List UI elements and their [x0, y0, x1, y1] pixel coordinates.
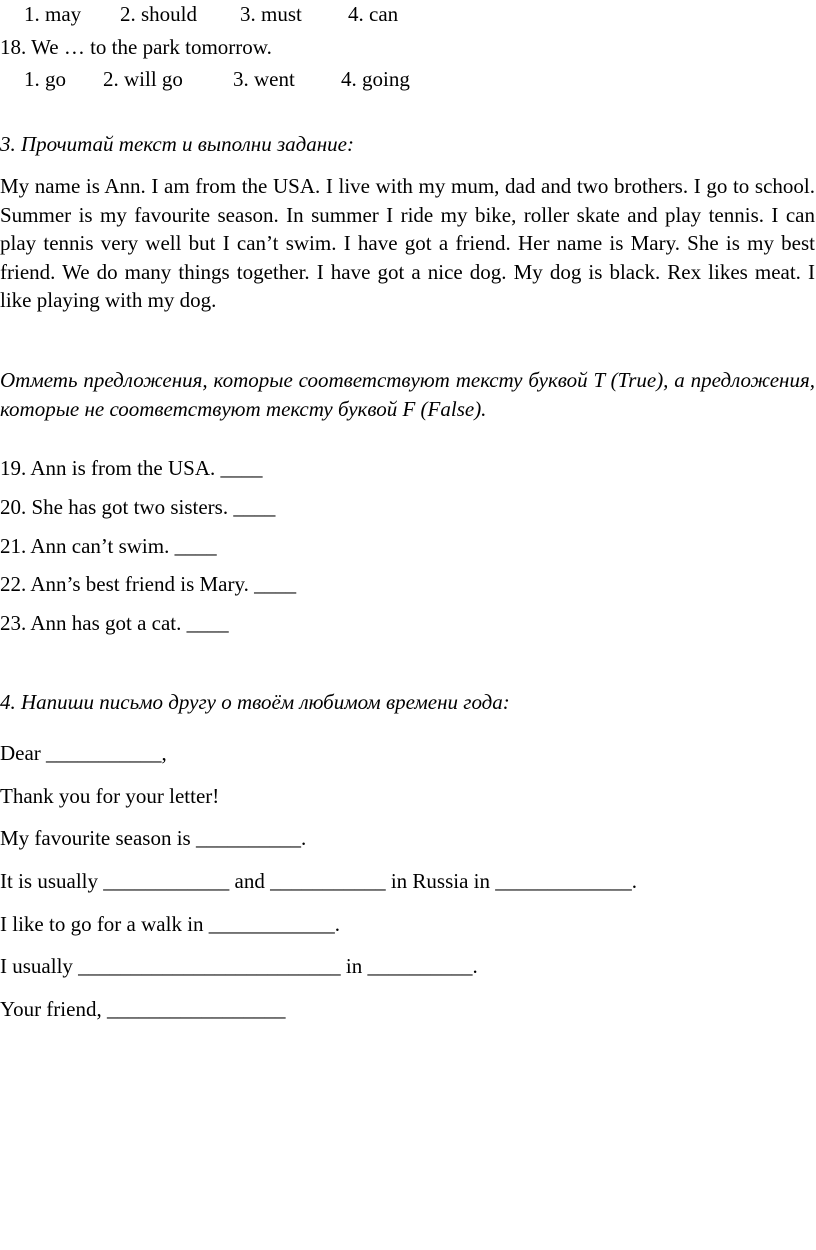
letter-line-1: Dear ___________, [0, 741, 167, 765]
q17-option-1: 1. may [24, 2, 82, 26]
q18-options [24, 65, 410, 93]
statement-21: 21. Ann can’t swim. ____ [0, 534, 217, 558]
task3-instruction [0, 366, 815, 423]
q18-option-4: 4. going [341, 67, 410, 91]
letter-line-7: Your friend, _________________ [0, 997, 286, 1021]
q18-option-2: 2. will go [103, 67, 183, 91]
q17-option-2: 2. should [120, 2, 198, 26]
reading-text [0, 172, 815, 315]
statement-23: 23. Ann has got a cat. ____ [0, 611, 229, 635]
task3-instruction-text: Отметь предложения, которые соответствуют тексту буквой T (True), а предложения, которые не соответствуют тексту буквой F (False). [0, 368, 815, 421]
reading-text-body: My name is Ann. I am from the USA. I live with my mum, dad and two brothers. I go to school. Summer is my favourite season. In summer I ride my bike, roller skate and play tennis. I can play tennis very well but I can’t swim. I have got a friend. Her name is Mary. She is my best friend. We do many things together. I have got a nice dog. My dog is black. Rex likes meat. I like playing with my dog. [0, 174, 815, 312]
q18-option-1: 1. go [24, 67, 66, 91]
task4-heading: 4. Напиши письмо другу о твоём любимом времени года: [0, 690, 510, 714]
statement-19: 19. Ann is from the USA. ____ [0, 456, 263, 480]
letter-line-2: Thank you for your letter! [0, 784, 220, 808]
letter-line-6: I usually _________________________ in __________. [0, 954, 478, 978]
q18-option-3: 3. went [233, 67, 295, 91]
statement-20: 20. She has got two sisters. ____ [0, 495, 276, 519]
letter-line-5: I like to go for a walk in ____________. [0, 912, 341, 936]
q18-question: 18. We … to the park tomorrow. [0, 35, 272, 59]
letter-line-4: It is usually ____________ and ___________ in Russia in _____________. [0, 869, 637, 893]
q17-options [24, 0, 398, 28]
task3-heading: 3. Прочитай текст и выполни задание: [0, 132, 354, 156]
q17-option-3: 3. must [240, 2, 302, 26]
statement-22: 22. Ann’s best friend is Mary. ____ [0, 572, 297, 596]
letter-line-3: My favourite season is __________. [0, 826, 307, 850]
q17-option-4: 4. can [348, 2, 399, 26]
